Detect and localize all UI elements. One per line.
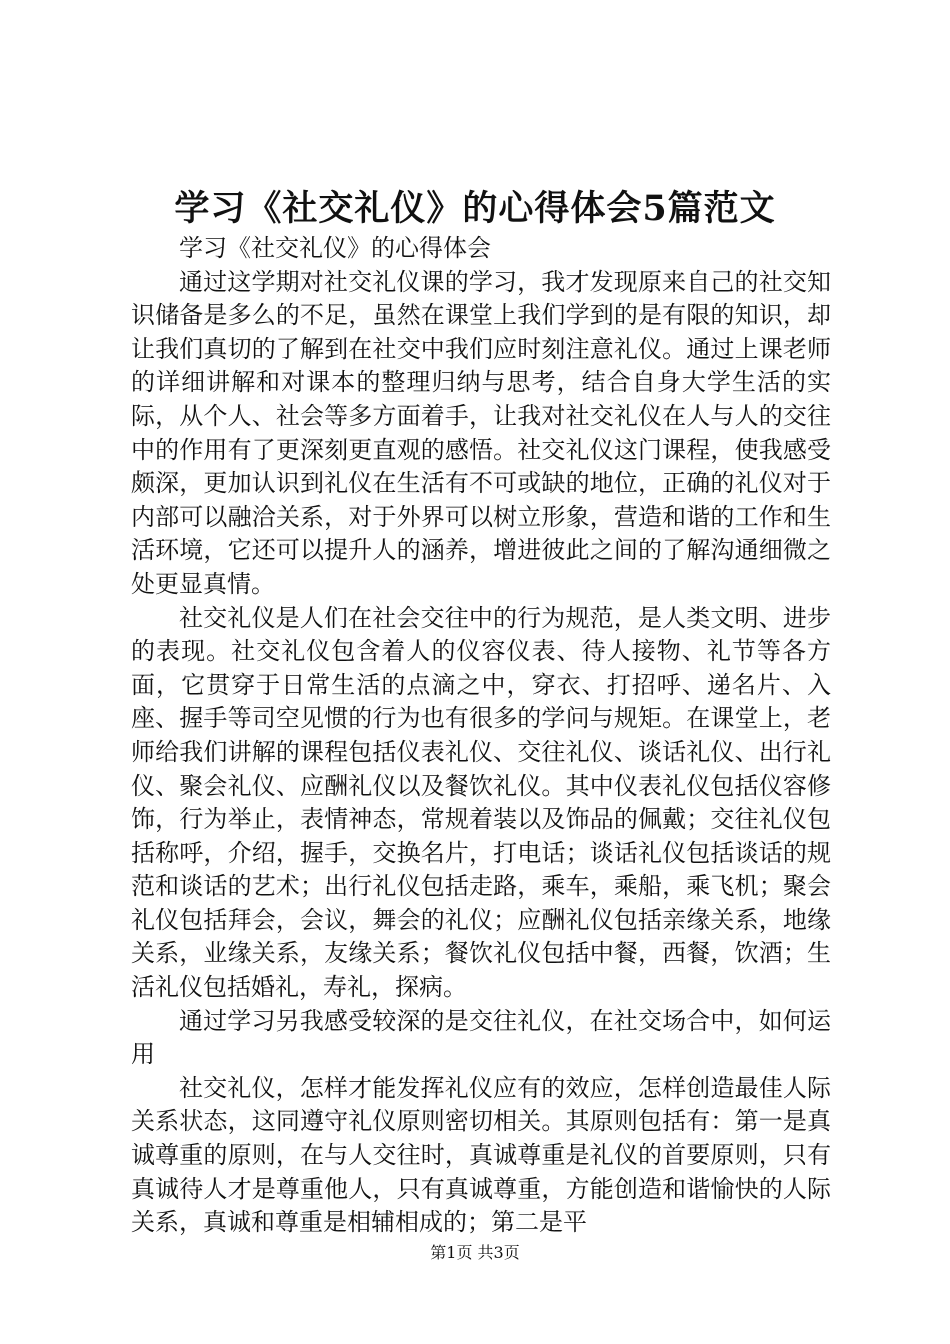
- paragraph-3: 通过学习另我感受较深的是交往礼仪，在社交场合中，如何运用: [131, 1006, 831, 1069]
- page-footer: 第1页 共3页: [430, 1243, 520, 1262]
- paragraph-2: 社交礼仪是人们在社会交往中的行为规范，是人类文明、进步的表现。社交礼仪包含着人的仪容仪表、待人接物、礼节等各方面，它贯穿于日常生活的点滴之中，穿衣、打招呼、递名片、入座、握手等司空见惯的行为也有很多的学问与规矩。在课堂上，老师给我们讲解的课程包括仪表礼仪、交往礼仪、谈话礼仪、出行礼仪、聚会礼仪、应酬礼仪以及餐饮礼仪。其中仪表礼仪包括仪容修饰，行为举止，表情神态，常规着装以及饰品的佩戴；交往礼仪包括称呼，介绍，握手，交换名片，打电话；谈话礼仪包括谈话的规范和谈话的艺术；出行礼仪包括走路，乘车，乘船，乘飞机；聚会礼仪包括拜会，会议，舞会的礼仪；应酬礼仪包括亲缘关系，地缘关系，业缘关系，友缘关系；餐饮礼仪包括中餐，西餐，饮酒；生活礼仪包括婚礼，寿礼，探病。: [131, 603, 831, 1002]
- document-body: [131, 232, 831, 1240]
- document-title: 学习《社交礼仪》的心得体会5篇范文: [174, 188, 776, 229]
- paragraph-4: 社交礼仪，怎样才能发挥礼仪应有的效应，怎样创造最佳人际关系状态，这同遵守礼仪原则密切相关。其原则包括有：第一是真诚尊重的原则，在与人交往时，真诚尊重是礼仪的首要原则，只有真诚待人才是尊重他人，只有真诚尊重，方能创造和谐愉快的人际关系，真诚和尊重是相辅相成的；第二是平: [131, 1073, 831, 1237]
- subtitle: 学习《社交礼仪》的心得体会: [179, 234, 491, 262]
- paragraph-1: 通过这学期对社交礼仪课的学习，我才发现原来自己的社交知识储备是多么的不足，虽然在课堂上我们学到的是有限的知识，却让我们真切的了解到在社交中我们应时刻注意礼仪。通过上课老师的详细讲解和对课本的整理归纳与思考，结合自身大学生活的实际，从个人、社会等多方面着手，让我对社交礼仪在人与人的交往中的作用有了更深刻更直观的感悟。社交礼仪这门课程，使我感受颇深，更加认识到礼仪在生活有不可或缺的地位，正确的礼仪对于内部可以融洽关系，对于外界可以树立形象，营造和谐的工作和生活环境，它还可以提升人的涵养，增进彼此之间的了解沟通细微之处更显真情。: [131, 267, 831, 598]
